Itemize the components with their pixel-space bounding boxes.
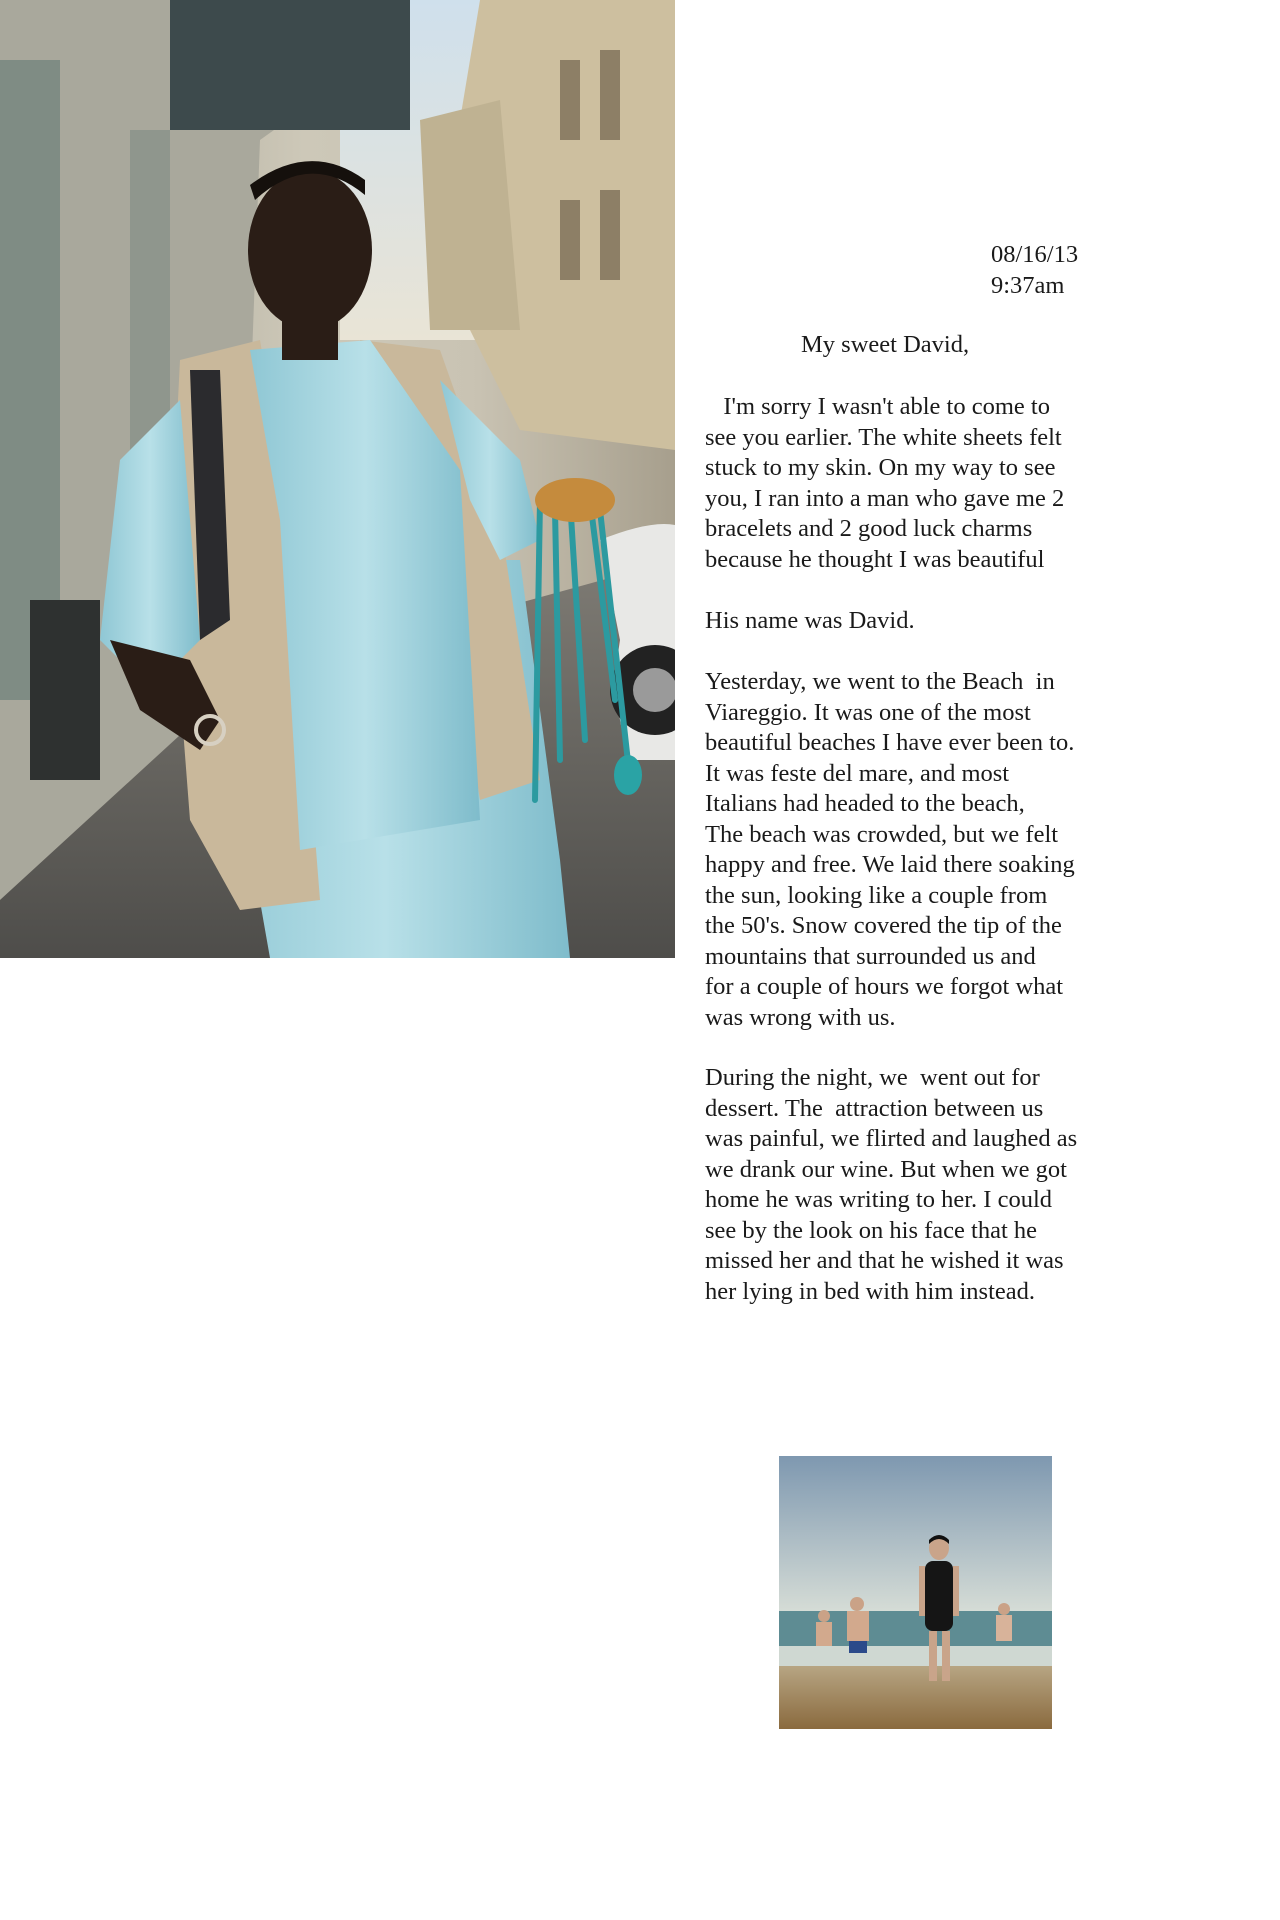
beach-photo [779,1456,1052,1729]
text-line: beautiful beaches I have ever been to. [705,729,1075,756]
letter-paragraph-1 [705,392,1165,575]
text-line: happy and free. We laid there soaking [705,851,1075,878]
letter-time: 9:37am [991,271,1065,299]
letter-paragraph-4 [705,1063,1165,1307]
letter-datetime [991,240,1078,301]
text-line: her lying in bed with him instead. [705,1277,1036,1305]
text-line: missed her and that he wished it was [705,1247,1064,1274]
text-line: During the night, we went out for [705,1064,1040,1091]
text-line: I'm sorry I wasn't able to come to [705,393,1050,420]
text-line: for a couple of hours we forgot what [705,973,1064,1000]
text-line: The beach was crowded, but we felt [705,820,1059,848]
text-line: you, I ran into a man who gave me 2 [705,484,1065,512]
text-line: the sun, looking like a couple from [705,881,1048,909]
street-vendor-photo [0,0,675,958]
letter-date: 08/16/13 [991,241,1079,268]
text-line: was wrong with us. [705,1003,896,1031]
text-line: because he thought I was beautiful [705,545,1045,573]
text-line: bracelets and 2 good luck charms [705,515,1033,542]
text-line: see by the look on his face that he [705,1216,1038,1244]
text-line: we drank our wine. But when we got [705,1155,1067,1183]
text-line: mountains that surrounded us and [705,942,1036,970]
text-line: Yesterday, we went to the Beach in [705,668,1055,695]
text-line: home he was writing to her. I could [705,1186,1053,1213]
text-line: dessert. The attraction between us [705,1094,1044,1122]
letter-paragraph-3 [705,667,1165,1033]
text-line: see you earlier. The white sheets felt [705,423,1062,451]
text-line: His name was David. [705,607,915,634]
text-line: the 50's. Snow covered the tip of the [705,912,1062,939]
text-line: stuck to my skin. On my way to see [705,454,1056,481]
letter-salutation: My sweet David, [801,331,970,358]
text-line: It was feste del mare, and most [705,759,1010,787]
text-line: Viareggio. It was one of the most [705,698,1031,726]
text-line: was painful, we flirted and laughed as [705,1125,1078,1152]
text-line: Italians had headed to the beach, [705,790,1025,817]
letter-paragraph-2 [705,606,1165,637]
